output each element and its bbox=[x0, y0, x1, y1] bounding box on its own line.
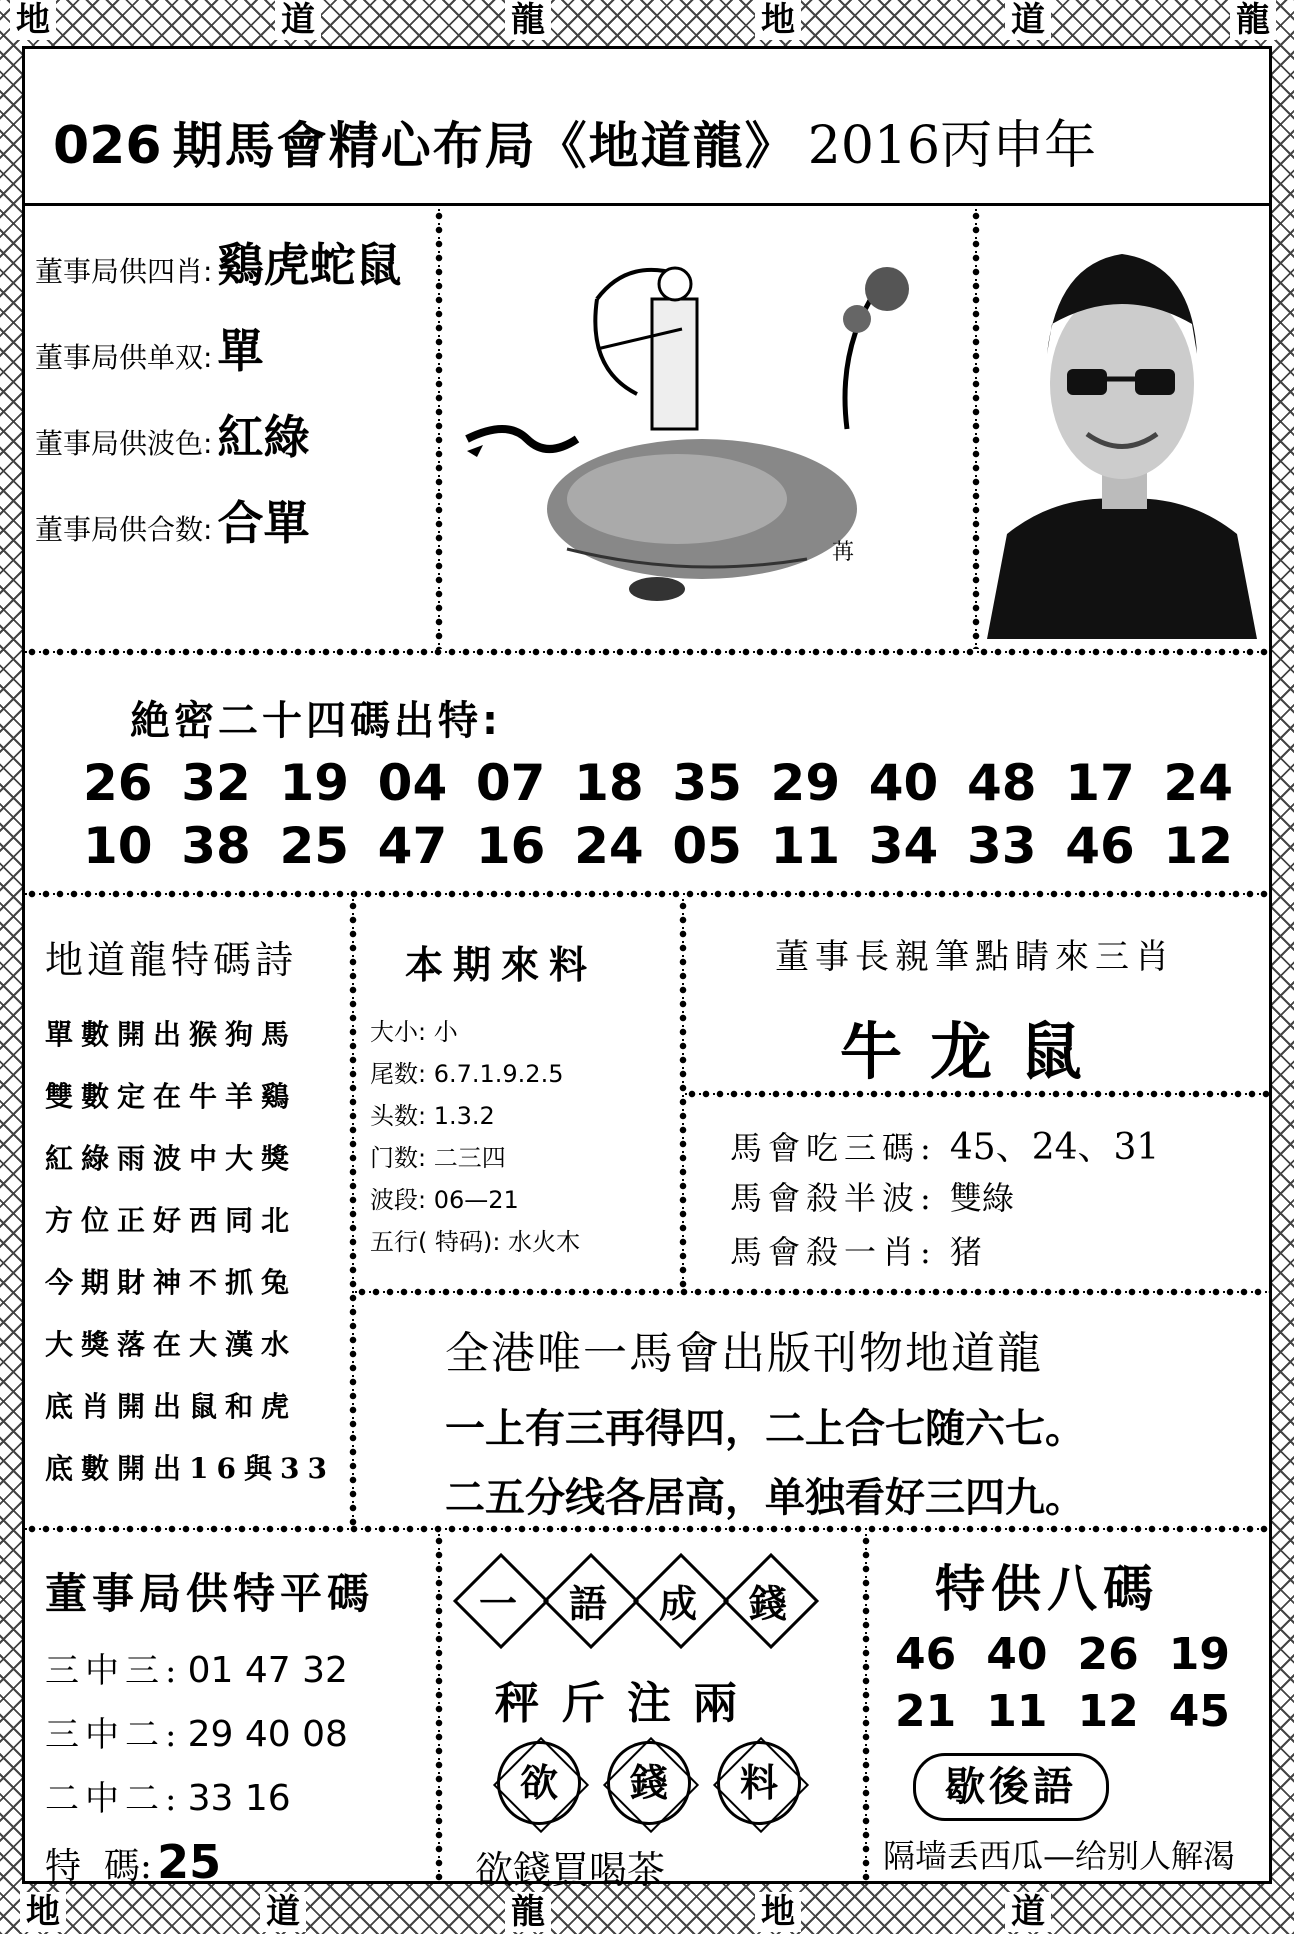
divider bbox=[970, 209, 982, 649]
eight-number: 46 bbox=[895, 1629, 957, 1680]
edge-char: 地 bbox=[755, 0, 801, 40]
edge-char: 地 bbox=[10, 0, 56, 40]
secret-number: 19 bbox=[279, 754, 350, 812]
secret-number: 48 bbox=[966, 754, 1037, 812]
diamond-char: 一 bbox=[478, 1581, 517, 1626]
saying-footer: 欲錢買喝茶 bbox=[475, 1848, 666, 1892]
current-rows bbox=[370, 1011, 680, 1263]
edge-char: 道 bbox=[1005, 0, 1051, 40]
divider bbox=[433, 1534, 445, 1884]
edge-char: 地 bbox=[20, 1892, 66, 1932]
secret-number: 33 bbox=[966, 817, 1037, 875]
flat-special-row: 特 碼: 25 bbox=[45, 1835, 222, 1889]
poem-line: 底肖開出鼠和虎 bbox=[45, 1390, 298, 1423]
divider bbox=[355, 1287, 1269, 1297]
secret-number: 47 bbox=[377, 817, 448, 875]
secret-number: 40 bbox=[868, 754, 939, 812]
circle-char: 錢 bbox=[629, 1760, 668, 1805]
flat-panel bbox=[45, 1561, 435, 1899]
poem-lines bbox=[45, 1004, 345, 1500]
secret-number: 16 bbox=[475, 817, 546, 875]
secret-number: 25 bbox=[279, 817, 350, 875]
secret-number: 29 bbox=[770, 754, 841, 812]
secret-number: 12 bbox=[1163, 817, 1233, 875]
secret-number: 46 bbox=[1065, 817, 1135, 875]
eight-number: 19 bbox=[1168, 1629, 1230, 1680]
secret-number: 07 bbox=[475, 754, 546, 812]
edge-char: 道 bbox=[1005, 1892, 1051, 1932]
divider bbox=[860, 1534, 872, 1884]
diamond-char: 成 bbox=[658, 1581, 697, 1626]
board-panel bbox=[35, 229, 435, 573]
circle-frame bbox=[717, 1741, 801, 1825]
divider bbox=[25, 647, 1269, 657]
eight-number: 11 bbox=[986, 1686, 1048, 1737]
poem-line: 單數開出猴狗馬 bbox=[45, 1018, 298, 1051]
divider bbox=[347, 899, 359, 1529]
secret-numbers-row1 bbox=[83, 754, 1233, 812]
chairman-zodiac: 牛龙鼠 bbox=[839, 1015, 1110, 1088]
publication-line: 一上有三再得四，二上合七随六七。 bbox=[445, 1405, 1085, 1452]
eight-panel bbox=[883, 1549, 1263, 1877]
current-row: 大小: 小 bbox=[370, 1018, 458, 1046]
circle-frame bbox=[497, 1741, 581, 1825]
saying-panel bbox=[455, 1549, 855, 1892]
current-row: 尾数: 6.7.1.9.2.5 bbox=[370, 1060, 564, 1088]
secret-number: 26 bbox=[83, 754, 153, 812]
flat-title: 董事局供特平碼 bbox=[45, 1569, 375, 1618]
secret-number: 24 bbox=[574, 817, 644, 875]
poem-line: 紅綠雨波中大獎 bbox=[45, 1142, 298, 1175]
portrait-photo bbox=[987, 244, 1257, 639]
poem-line: 方位正好西同北 bbox=[45, 1204, 298, 1237]
riddle-title: 歇後語 bbox=[913, 1753, 1109, 1821]
flat-row: 二中二: 33 16 bbox=[45, 1778, 291, 1819]
riddle-text: 隔墙丢西瓜—给别人解渴 bbox=[883, 1837, 1236, 1875]
diamond-char: 語 bbox=[568, 1581, 607, 1626]
divider bbox=[25, 889, 1269, 899]
current-title: 本期來料 bbox=[405, 942, 598, 987]
secret-number: 38 bbox=[181, 817, 251, 875]
edge-char: 道 bbox=[260, 1892, 306, 1932]
secret-title: 絶密二十四碼出特: bbox=[130, 698, 502, 744]
board-row: 董事局供四肖: 鷄虎蛇鼠 bbox=[35, 238, 402, 292]
year-label: 2016丙申年 bbox=[807, 116, 1097, 176]
divider bbox=[25, 203, 1269, 206]
circle-char: 欲 bbox=[519, 1760, 558, 1805]
edge-char: 道 bbox=[275, 0, 321, 40]
publication-panel bbox=[445, 1317, 1085, 1523]
divider bbox=[685, 1089, 1269, 1099]
secret-number: 04 bbox=[377, 754, 448, 812]
chairman-panel bbox=[695, 929, 1255, 1091]
archer-painting bbox=[447, 229, 957, 629]
eight-row1 bbox=[895, 1629, 1230, 1680]
page-title: 期馬會精心布局《地道龍》 bbox=[172, 116, 797, 175]
edge-char: 地 bbox=[755, 1892, 801, 1932]
edge-char: 龍 bbox=[505, 0, 551, 40]
secret-numbers-row2 bbox=[83, 817, 1233, 875]
main-frame bbox=[22, 46, 1272, 1892]
poem-line: 大獎落在大漢水 bbox=[45, 1328, 298, 1361]
secret-number: 11 bbox=[770, 817, 841, 875]
chairman-title: 董事長親筆點睛來三肖 bbox=[775, 937, 1175, 977]
secret-number: 18 bbox=[574, 754, 644, 812]
flat-row: 三中二: 29 40 08 bbox=[45, 1714, 348, 1755]
eight-row2 bbox=[895, 1686, 1230, 1737]
poem-line: 底數開出16與33 bbox=[45, 1452, 335, 1485]
kill-row: 馬會殺一肖: 猪 bbox=[730, 1233, 982, 1271]
secret-number: 35 bbox=[672, 754, 742, 812]
board-row: 董事局供波色: 紅綠 bbox=[35, 410, 310, 464]
diamond-char: 錢 bbox=[748, 1581, 787, 1626]
eight-number: 40 bbox=[986, 1629, 1048, 1680]
poem-line: 今期財神不抓兔 bbox=[45, 1266, 298, 1299]
secret-number: 32 bbox=[181, 754, 251, 812]
board-row: 董事局供单双: 單 bbox=[35, 324, 264, 378]
kill-panel bbox=[730, 1119, 1270, 1281]
eight-number: 12 bbox=[1077, 1686, 1139, 1737]
publication-line: 二五分线各居高，单独看好三四九。 bbox=[445, 1474, 1085, 1521]
edge-char: 龍 bbox=[1230, 0, 1276, 40]
divider bbox=[433, 209, 445, 649]
current-panel bbox=[370, 934, 680, 1263]
kill-row: 馬會吃三碼: 45、24、31 bbox=[730, 1127, 1160, 1168]
divider bbox=[25, 1524, 1269, 1534]
circle-frame bbox=[607, 1741, 691, 1825]
flat-row: 三中三: 01 47 32 bbox=[45, 1650, 348, 1691]
secret-number: 34 bbox=[868, 817, 939, 875]
current-row: 波段: 06—21 bbox=[370, 1186, 519, 1214]
eight-number: 26 bbox=[1077, 1629, 1139, 1680]
circle-char: 料 bbox=[739, 1760, 778, 1805]
secret-number: 24 bbox=[1163, 754, 1233, 812]
board-row: 董事局供合数: 合單 bbox=[35, 496, 310, 550]
current-row: 头数: 1.3.2 bbox=[370, 1102, 495, 1130]
eight-number: 45 bbox=[1168, 1686, 1230, 1737]
poem-panel bbox=[45, 929, 345, 1500]
poem-line: 雙數定在牛羊鷄 bbox=[45, 1080, 298, 1113]
secret-number: 17 bbox=[1065, 754, 1135, 812]
edge-char: 龍 bbox=[505, 1892, 551, 1932]
current-row: 五行( 特码): 水火木 bbox=[370, 1228, 581, 1256]
poem-title: 地道龍特碼詩 bbox=[45, 938, 298, 982]
kill-row: 馬會殺半波: 雙綠 bbox=[730, 1179, 1014, 1217]
saying-phrase: 秤斤注兩 bbox=[495, 1678, 759, 1729]
publication-title: 全港唯一馬會出版刊物地道龍 bbox=[445, 1328, 1043, 1379]
current-row: 门数: 二三四 bbox=[370, 1144, 506, 1172]
page-header bbox=[53, 103, 1253, 183]
secret-number: 10 bbox=[83, 817, 153, 875]
issue-number: 026 bbox=[53, 116, 162, 176]
painting-seal: 苒 bbox=[832, 540, 855, 565]
secret-number: 05 bbox=[672, 817, 742, 875]
eight-number: 21 bbox=[895, 1686, 957, 1737]
eight-title: 特供八碼 bbox=[935, 1559, 1159, 1618]
